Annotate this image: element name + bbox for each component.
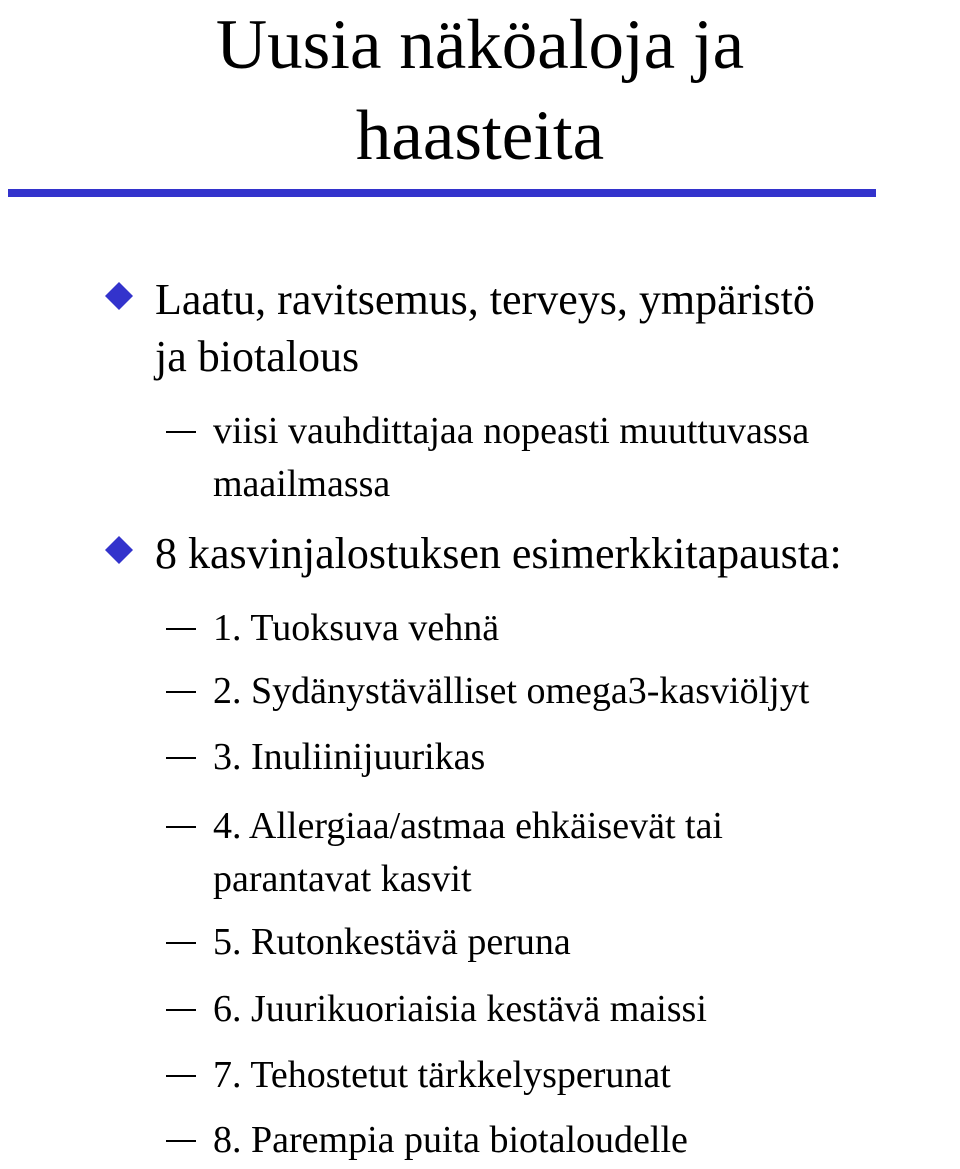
sub-item-text: viisi vauhdittajaa nopeasti muuttuvassa — [213, 410, 810, 452]
sub-item-text: 8. Parempia puita biotaloudelle — [213, 1119, 688, 1161]
bullet-text: Laatu, ravitsemus, terveys, ympäristö — [155, 275, 815, 324]
sub-item-text: 2. Sydänystävälliset omega3-kasviöljyt — [213, 670, 810, 712]
dash-bullet-icon — [166, 826, 196, 828]
sub-item-text: 4. Allergiaa/astmaa ehkäisevät tai — [213, 805, 723, 847]
sub-item — [213, 1114, 953, 1167]
bullet-text: ja biotalous — [155, 332, 360, 381]
dash-bullet-icon — [166, 691, 196, 693]
sub-item-text: maailmassa — [213, 463, 391, 505]
sub-item — [213, 916, 953, 969]
bullet-text: 8 kasvinjalostuksen esimerkkitapausta: — [155, 529, 842, 578]
sub-item-text: 3. Inuliinijuurikas — [213, 736, 486, 778]
sub-item-text: 1. Tuoksuva vehnä — [213, 607, 500, 649]
diamond-bullet-icon — [105, 282, 133, 310]
slide-title-line: Uusia näköaloja ja — [215, 6, 745, 84]
sub-item — [213, 800, 953, 906]
sub-item — [213, 602, 953, 655]
sub-item-text: 5. Rutonkestävä peruna — [213, 921, 571, 963]
sub-item-text: 7. Tehostetut tärkkelysperunat — [213, 1054, 671, 1096]
sub-item — [213, 1049, 953, 1102]
bullet-item — [155, 271, 960, 385]
dash-bullet-icon — [166, 942, 196, 944]
sub-item — [213, 405, 953, 511]
sub-item-text: 6. Juurikuoriaisia kestävä maissi — [213, 988, 707, 1030]
dash-bullet-icon — [166, 1075, 196, 1077]
sub-item — [213, 665, 953, 718]
sub-item — [213, 731, 953, 784]
slide-title-line: haasteita — [355, 97, 605, 175]
dash-bullet-icon — [166, 757, 196, 759]
slide-title — [0, 0, 960, 182]
dash-bullet-icon — [166, 1140, 196, 1142]
bullet-item — [155, 525, 960, 582]
sub-item — [213, 983, 953, 1036]
diamond-bullet-icon — [105, 536, 133, 564]
title-underline — [8, 189, 876, 197]
dash-bullet-icon — [166, 431, 196, 433]
dash-bullet-icon — [166, 1009, 196, 1011]
sub-item-text: parantavat kasvit — [213, 858, 472, 900]
dash-bullet-icon — [166, 628, 196, 630]
